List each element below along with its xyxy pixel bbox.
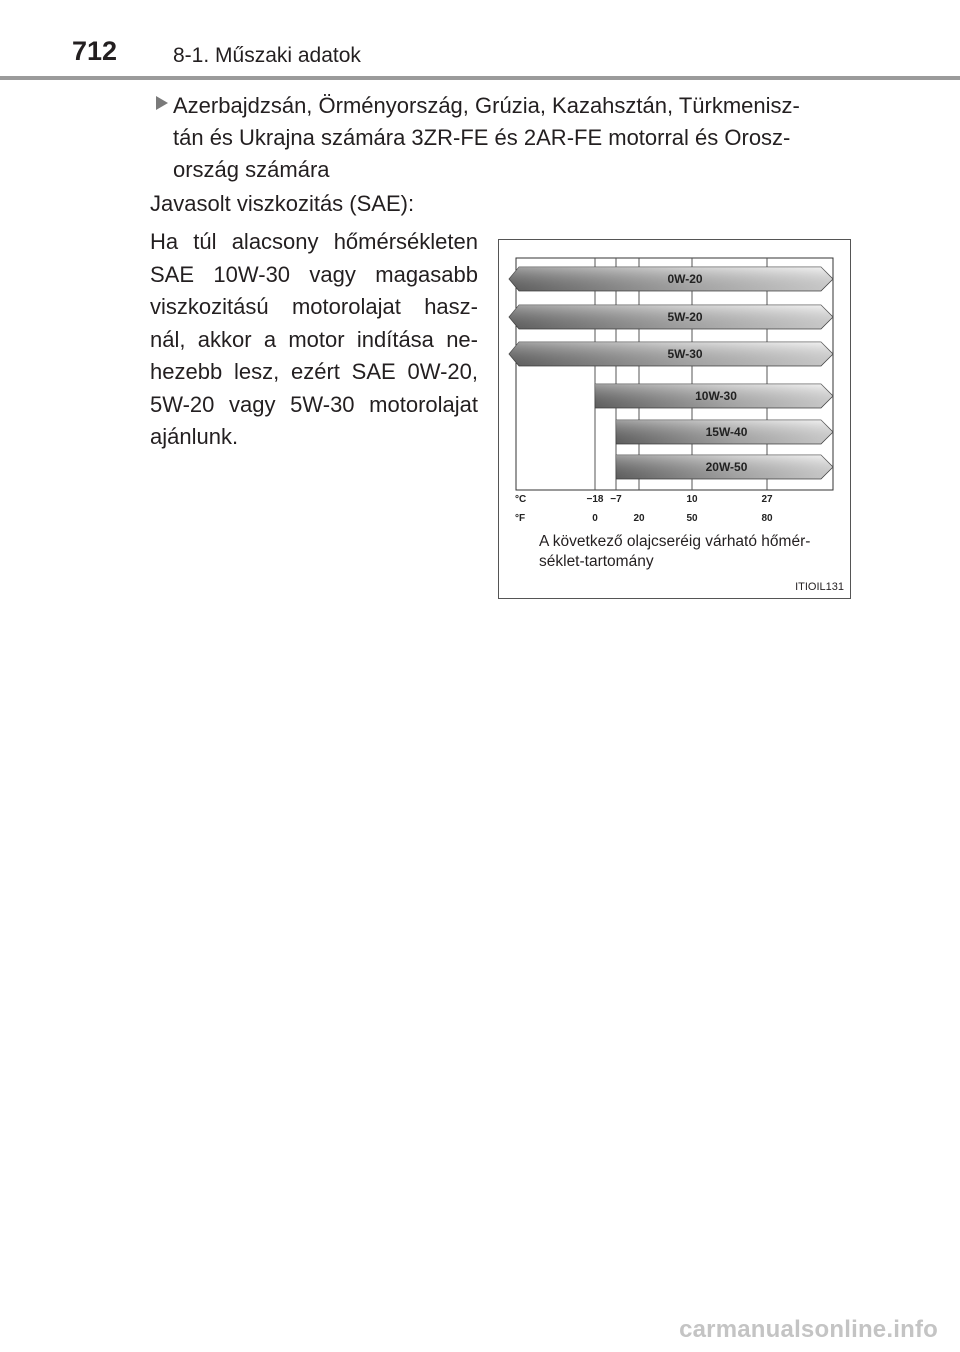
celsius-tick-label: −18 (586, 494, 604, 505)
section-title: 8-1. Műszaki adatok (173, 44, 361, 67)
viscosity-grade-label: 15W-40 (705, 425, 748, 439)
page-number: 712 (72, 36, 118, 66)
celsius-tick-label: −7 (610, 494, 622, 505)
viscosity-chart-figure (498, 239, 851, 599)
body-paragraph: Ha túl alacsony hőmérsékleten SAE 10W-30 vagy magasabb viszkozitású motorolajat hasz-​nál, akkor a motor indítása ne-​hezebb lesz, ezért SAE 0W-20, 5W-20 vagy 5W-30 motorolajat ajánlunk. (150, 229, 478, 449)
fahrenheit-tick-label: 50 (686, 513, 698, 524)
watermark: carmanualsonline.info (679, 1316, 938, 1343)
figure-id: ITIOIL131 (795, 581, 844, 593)
viscosity-grade-label: 10W-30 (695, 389, 737, 403)
header-divider (0, 76, 960, 80)
bullet-text: Azerbajdzsán, Örményország, Grúzia, Kazahsztán, Türkmenisz- tán és Ukrajna számára 3ZR-FE és 2AR-FE motorral és Orosz- ország számára (173, 93, 800, 182)
viscosity-subheading: Javasolt viszkozitás (SAE): (150, 191, 415, 216)
celsius-axis-label: °C (515, 494, 527, 505)
viscosity-grade-label: 20W-50 (705, 460, 748, 474)
celsius-tick-label: 10 (686, 494, 698, 505)
viscosity-grade-label: 5W-30 (667, 347, 703, 361)
fahrenheit-tick-label: 20 (633, 513, 645, 524)
viscosity-grade-label: 5W-20 (667, 310, 703, 324)
bullet-item (150, 90, 840, 186)
figure-caption (539, 532, 849, 572)
fahrenheit-axis-label: °F (515, 513, 526, 524)
triangle-bullet-icon (156, 96, 168, 110)
fahrenheit-tick-label: 0 (592, 513, 598, 524)
viscosity-grade-label: 0W-20 (667, 272, 703, 286)
caption-text: A következő olajcseréig várható hőmér- séklet-tartomány (539, 533, 811, 570)
fahrenheit-tick-label: 80 (761, 513, 773, 524)
celsius-tick-label: 27 (761, 494, 773, 505)
